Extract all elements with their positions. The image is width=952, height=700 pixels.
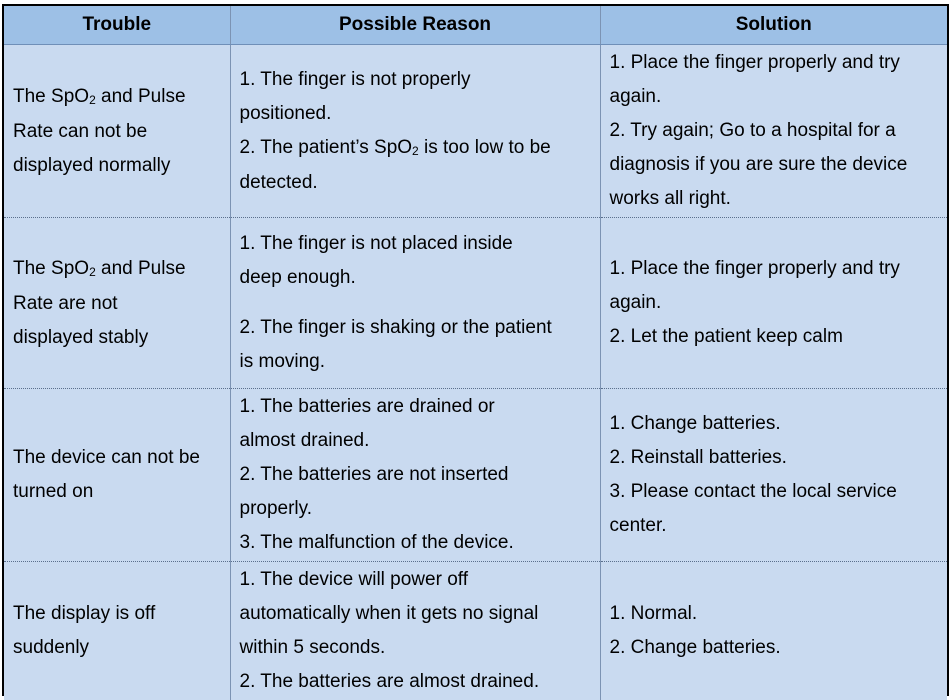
- solution-line: works all right.: [610, 182, 940, 216]
- trouble-line: The SpO$_2$ and Pulse: [13, 252, 222, 287]
- solution-line: 2. Change batteries.: [610, 631, 940, 665]
- reason-cell: [230, 562, 600, 700]
- reason-cell: [230, 389, 600, 562]
- trouble-line: displayed normally: [13, 149, 222, 183]
- reason-line: automatically when it gets no signal: [240, 597, 592, 631]
- reason-line: almost drained.: [240, 424, 592, 458]
- trouble-line: The device can not be: [13, 441, 222, 475]
- reason-cell: [230, 218, 600, 389]
- solution-line: again.: [610, 286, 940, 320]
- trouble-line: Rate are not: [13, 287, 222, 321]
- solution-line: 1. Change batteries.: [610, 407, 940, 441]
- trouble-line: Rate can not be: [13, 115, 222, 149]
- reason-line: 2. The patient’s SpO$_2$ is too low to be: [240, 131, 592, 166]
- solution-cell: [600, 218, 947, 389]
- solution-line: 2. Try again; Go to a hospital for a: [610, 114, 940, 148]
- reason-line: 1. The device will power off: [240, 563, 592, 597]
- header-row: [4, 6, 947, 45]
- troubleshooting-table-frame: [2, 4, 949, 696]
- table-row: [4, 562, 947, 700]
- table-row: [4, 45, 947, 218]
- solution-line: 1. Normal.: [610, 597, 940, 631]
- trouble-line: displayed stably: [13, 321, 222, 355]
- trouble-line: The display is off: [13, 597, 222, 631]
- solution-line: again.: [610, 80, 940, 114]
- solution-line: 1. Place the finger properly and try: [610, 46, 940, 80]
- trouble-line: The SpO$_2$ and Pulse: [13, 80, 222, 115]
- reason-line: positioned.: [240, 97, 592, 131]
- solution-line: 2. Let the patient keep calm: [610, 320, 940, 354]
- solution-line: center.: [610, 509, 940, 543]
- table-row: [4, 389, 947, 562]
- solution-cell: [600, 562, 947, 700]
- reason-line: 2. The finger is shaking or the patient: [240, 311, 592, 345]
- reason-cell: [230, 45, 600, 218]
- reason-line: detected.: [240, 166, 592, 200]
- header-solution: Solution: [600, 6, 947, 45]
- trouble-cell: [4, 389, 230, 562]
- reason-line: deep enough.: [240, 261, 592, 295]
- paragraph-gap: [240, 295, 592, 311]
- trouble-line: suddenly: [13, 631, 222, 665]
- reason-line: is moving.: [240, 345, 592, 379]
- trouble-cell: [4, 45, 230, 218]
- reason-line: 2. The batteries are almost drained.: [240, 665, 592, 699]
- reason-line: 1. The finger is not properly: [240, 63, 592, 97]
- solution-cell: [600, 389, 947, 562]
- reason-line: properly.: [240, 492, 592, 526]
- solution-line: 1. Place the finger properly and try: [610, 252, 940, 286]
- header-possible-reason: Possible Reason: [230, 6, 600, 45]
- trouble-cell: [4, 562, 230, 700]
- solution-line: diagnosis if you are sure the device: [610, 148, 940, 182]
- solution-line: 2. Reinstall batteries.: [610, 441, 940, 475]
- troubleshooting-table: [4, 6, 947, 700]
- solution-line: 3. Please contact the local service: [610, 475, 940, 509]
- trouble-cell: [4, 218, 230, 389]
- header-trouble: Trouble: [4, 6, 230, 45]
- solution-cell: [600, 45, 947, 218]
- reason-line: within 5 seconds.: [240, 631, 592, 665]
- reason-line: 2. The batteries are not inserted: [240, 458, 592, 492]
- reason-line: 1. The batteries are drained or: [240, 390, 592, 424]
- reason-line: 3. The malfunction of the device.: [240, 526, 592, 560]
- trouble-line: turned on: [13, 475, 222, 509]
- reason-line: 1. The finger is not placed inside: [240, 227, 592, 261]
- table-row: [4, 218, 947, 389]
